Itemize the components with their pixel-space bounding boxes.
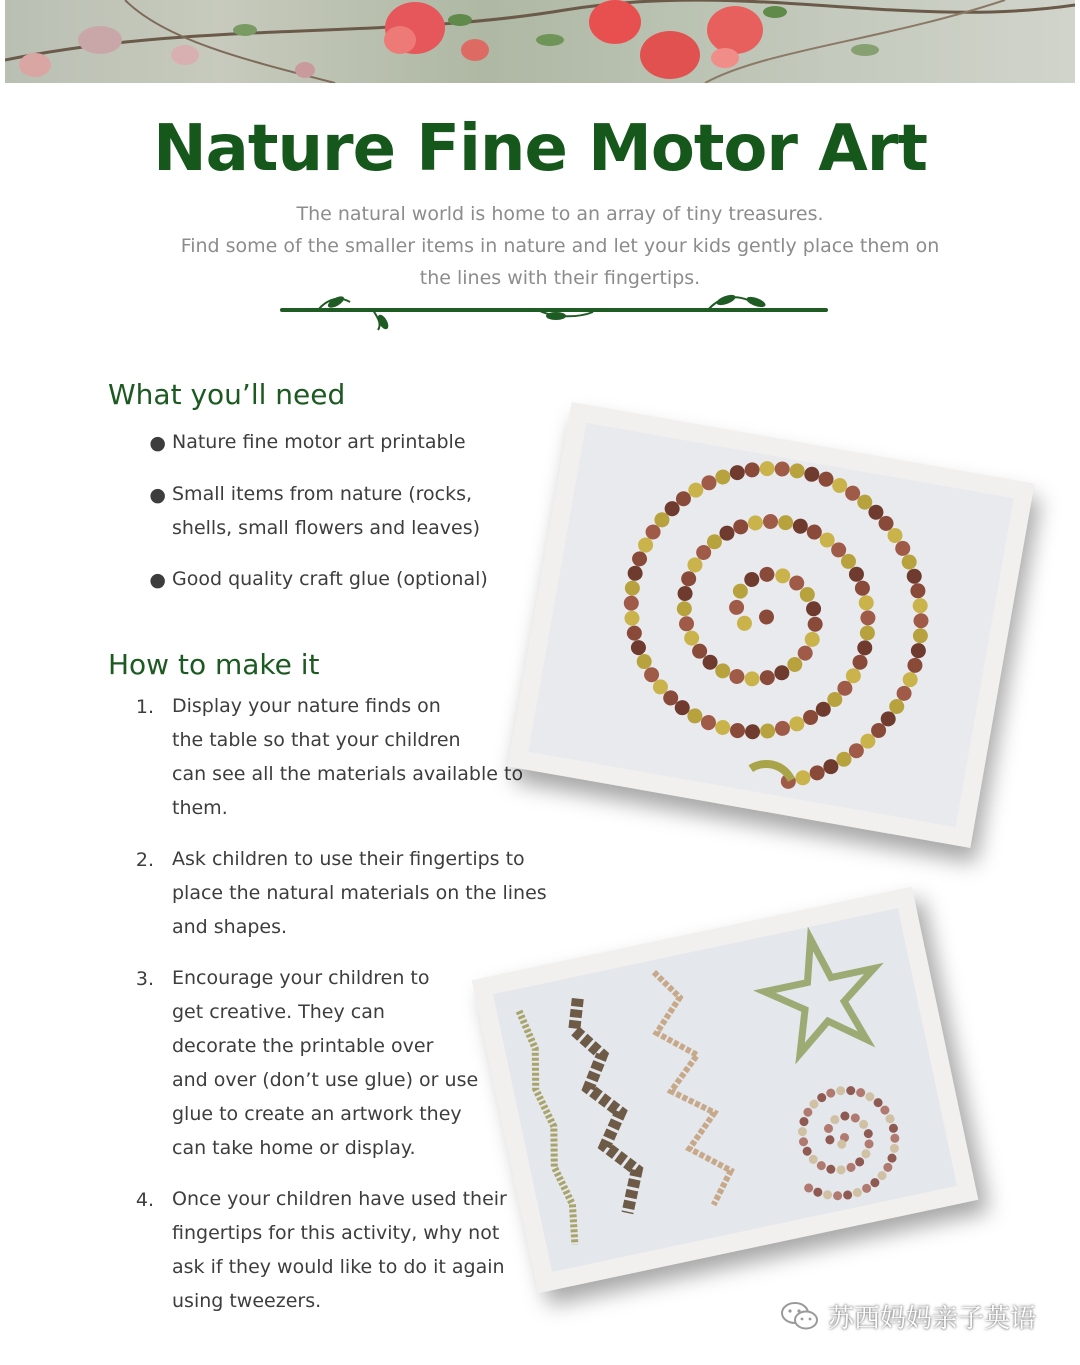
step-line: and shapes. <box>172 916 288 938</box>
step-line: get creative. They can <box>172 1001 385 1023</box>
step-line: ask if they would like to do it again <box>172 1256 505 1278</box>
step-line: using tweezers. <box>172 1290 322 1312</box>
step-line: can see all the materials available to <box>172 763 524 785</box>
seed-spiral-illustration <box>507 402 1034 848</box>
step-line: place the natural materials on the lines <box>172 882 547 904</box>
watermark-text: 苏西妈妈亲子英语 <box>828 1303 1037 1334</box>
list-item-line: Good quality craft glue (optional) <box>172 568 488 590</box>
flower-branch-illustration <box>5 0 1075 83</box>
nature-shapes-illustration <box>472 887 979 1294</box>
wechat-icon <box>780 1300 820 1332</box>
vine-divider <box>278 290 830 332</box>
step-line: the table so that your children <box>172 729 461 751</box>
list-item-line: shells, small flowers and leaves) <box>172 517 481 539</box>
intro-line: The natural world is home to an array of tiny treasures. <box>296 203 824 225</box>
wechat-watermark <box>780 1296 1036 1336</box>
step-number: 1. <box>135 696 154 718</box>
intro-line: Find some of the smaller items in nature and let your kids gently place them on <box>180 235 940 257</box>
intro-line: the lines with their fingertips. <box>419 267 701 289</box>
header-flower-photo <box>5 0 1075 83</box>
step-line: can take home or display. <box>172 1137 416 1159</box>
intro-paragraph <box>150 198 970 294</box>
steps-heading: How to make it <box>108 648 320 681</box>
bullet: ● <box>149 484 166 506</box>
step-line: glue to create an artwork they <box>172 1103 462 1125</box>
bullet: ● <box>149 569 166 591</box>
step-line: decorate the printable over <box>172 1035 434 1057</box>
step-number: 4. <box>135 1189 154 1211</box>
step-line: Ask children to use their fingertips to <box>172 848 525 870</box>
step-line: and over (don’t use glue) or use <box>172 1069 479 1091</box>
bullet: ● <box>149 432 166 454</box>
page-title: Nature Fine Motor Art <box>153 112 927 186</box>
needs-heading: What you’ll need <box>108 378 346 411</box>
step-line: fingertips for this activity, why not <box>172 1222 500 1244</box>
step-number: 2. <box>135 849 154 871</box>
list-item-line: Nature fine motor art printable <box>172 431 466 453</box>
step-line: them. <box>172 797 228 819</box>
step-line: Display your nature finds on <box>172 695 441 717</box>
spiral-artwork-photo <box>507 402 1034 848</box>
shapes-artwork-photo <box>472 887 979 1294</box>
list-item-line: Small items from nature (rocks, <box>172 483 473 505</box>
step-line: Encourage your children to <box>172 967 430 989</box>
step-line: Once your children have used their <box>172 1188 507 1210</box>
step-number: 3. <box>135 968 154 990</box>
